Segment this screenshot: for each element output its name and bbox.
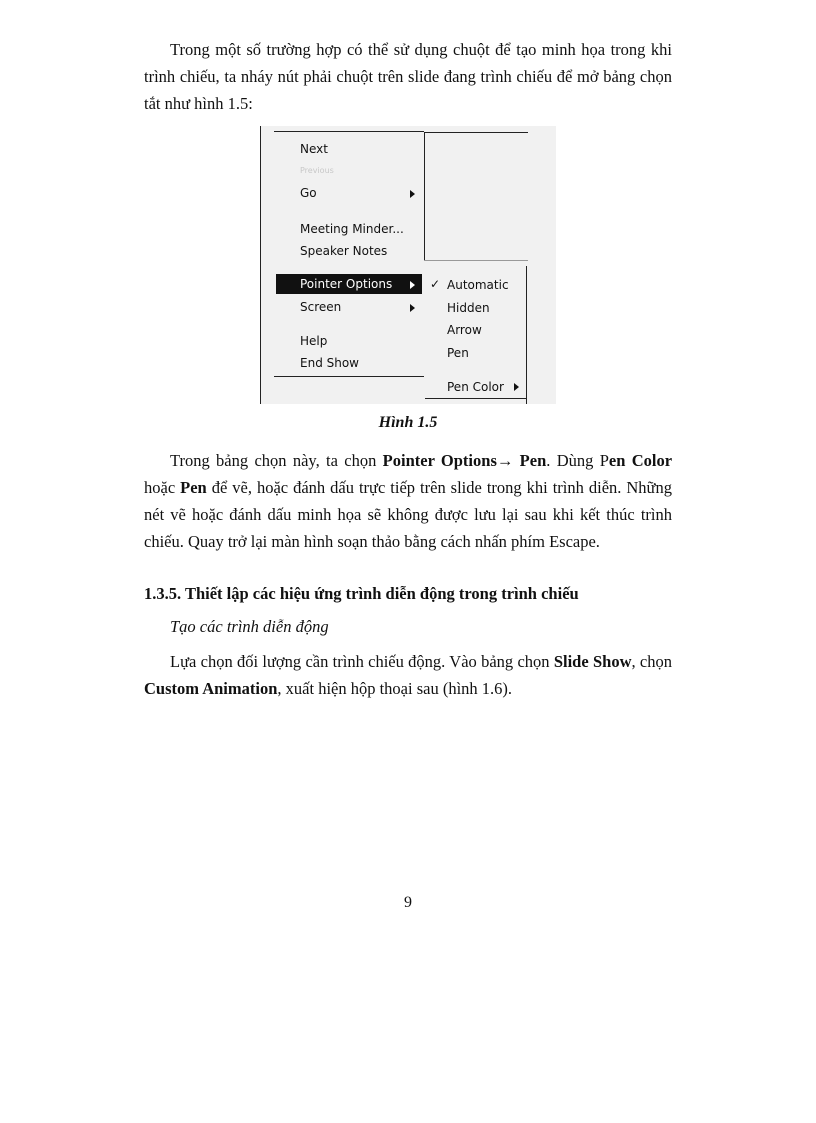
menu-divider-right <box>424 260 528 261</box>
submenu-item-pen-color[interactable]: Pen Color <box>447 380 504 394</box>
menu-item-help[interactable]: Help <box>300 334 328 348</box>
para2-bold-pointer-pen: Pointer Options→ Pen <box>382 451 547 470</box>
section-subheading: Tạo các trình diễn động <box>170 617 329 636</box>
submenu-item-hidden[interactable]: Hidden <box>447 301 490 315</box>
screen-submenu-arrow-icon <box>410 304 415 312</box>
section-heading: 1.3.5. Thiết lập các hiệu ứng trình diễn động trong trình chiếu <box>144 584 579 603</box>
pen-color-arrow-icon <box>514 383 519 391</box>
submenu-bottom-border <box>425 398 527 399</box>
para3-text-1: Lựa chọn đối lượng cần trình chiếu động. Vào bảng chọn <box>170 652 554 671</box>
para2-text-2: . Dùng P <box>546 451 609 470</box>
menu-top-border-right <box>424 132 528 133</box>
menu-item-speaker-notes[interactable]: Speaker Notes <box>300 244 388 258</box>
menu-item-pointer-options[interactable]: Pointer Options <box>300 277 393 291</box>
para2-bold-pen-color: en Color <box>608 451 673 470</box>
go-submenu-arrow-icon <box>410 190 415 198</box>
para3-bold-slide-show: Slide Show <box>553 652 632 671</box>
figure-caption: Hình 1.5 <box>378 414 438 431</box>
menu-item-next[interactable]: Next <box>300 142 328 156</box>
para3-text-3: , xuất hiện hộp thoại sau (hình 1.6). <box>277 679 513 698</box>
checkmark-icon: ✓ <box>430 277 441 291</box>
para2-text-3: hoặc <box>144 478 181 497</box>
submenu-item-arrow[interactable]: Arrow <box>447 323 482 337</box>
para3-bold-custom-animation: Custom Animation <box>144 679 278 698</box>
submenu-item-pen[interactable]: Pen <box>447 346 469 360</box>
para2-text-4: để vẽ, hoặc đánh dấu trực tiếp trên slide trong khi trình diễn. Những nét vẽ hoặc đánh dấu minh họa sẽ không được lưu lại sau khi kết thúc trình chiếu. Quay trở lại màn hình soạn thảo bằng cách nhấn phím Escape. <box>144 478 672 551</box>
menu-right-border <box>424 132 425 260</box>
page-number: 9 <box>404 894 412 911</box>
menu-left-border <box>260 126 261 404</box>
submenu-right-border <box>526 266 527 404</box>
para2-text-1: Trong bảng chọn này, ta chọn <box>170 451 383 470</box>
para3-text-2: , chọn <box>631 652 672 671</box>
menu-top-border <box>274 131 424 132</box>
figure-context-menu <box>260 126 556 404</box>
menu-item-go[interactable]: Go <box>300 186 317 200</box>
menu-item-previous: Previous <box>300 166 334 175</box>
menu-bottom-separator <box>274 376 424 377</box>
intro-paragraph: Trong một số trường hợp có thể sử dụng chuột để tạo minh họa trong khi trình chiếu, ta nháy nút phải chuột trên slide đang trình chiếu để mở bảng chọn tắt như hình 1.5: <box>144 40 672 113</box>
pointer-options-arrow-icon <box>410 281 415 289</box>
menu-item-meeting-minder[interactable]: Meeting Minder... <box>300 222 404 236</box>
animation-paragraph <box>144 648 672 702</box>
submenu-item-automatic[interactable]: Automatic <box>447 278 509 292</box>
para2-bold-pen: Pen <box>180 478 207 497</box>
menu-item-end-show[interactable]: End Show <box>300 356 359 370</box>
menu-item-screen[interactable]: Screen <box>300 300 342 314</box>
explanation-paragraph <box>144 447 672 555</box>
